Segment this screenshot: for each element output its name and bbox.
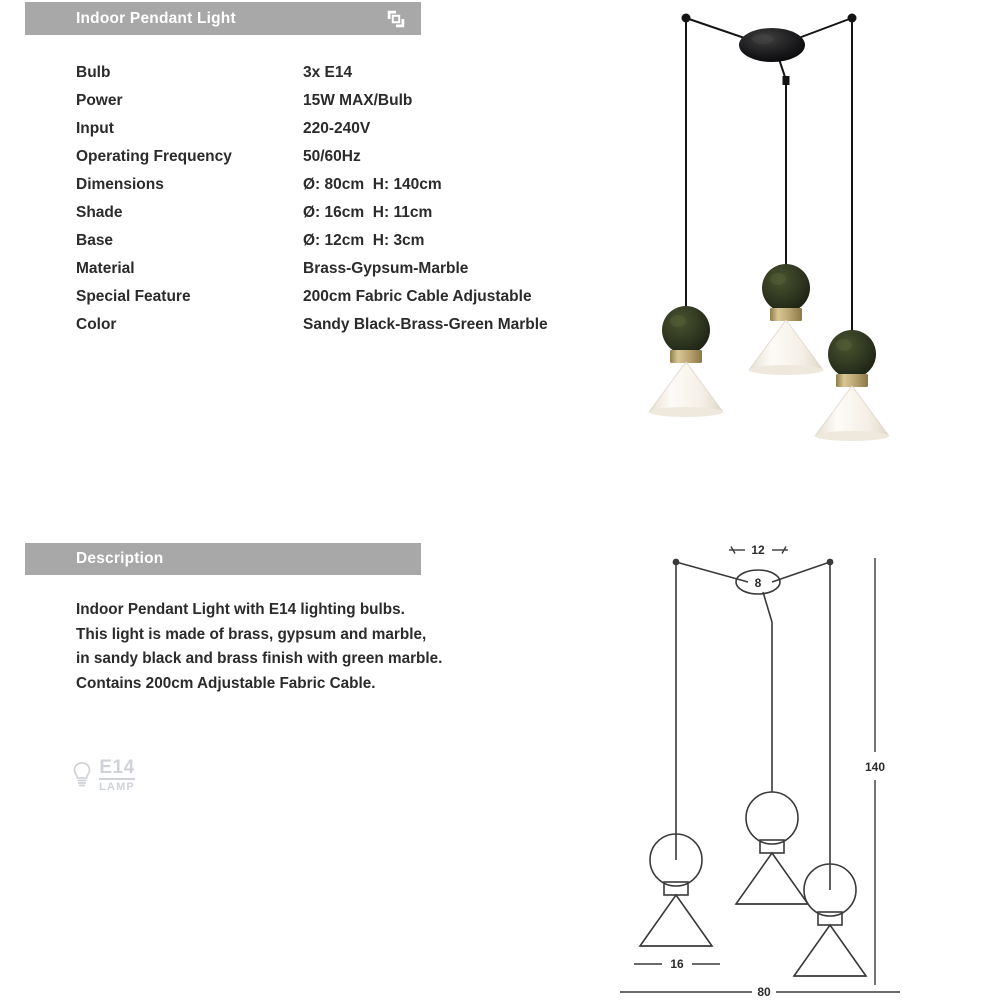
spec-row — [76, 92, 636, 120]
spec-label: Color — [76, 316, 117, 333]
lamp-badge-text — [99, 758, 135, 793]
spec-label: Special Feature — [76, 288, 191, 305]
marble-highlight — [836, 339, 852, 351]
light-bulb-icon — [72, 761, 92, 791]
spec-value: 50/60Hz — [303, 148, 361, 165]
description-line: in sandy black and brass finish with green marble. — [76, 650, 443, 667]
spec-value: Ø: 80cm H: 140cm — [303, 176, 442, 193]
technical-drawing — [600, 530, 930, 1000]
shade-rim — [815, 431, 889, 441]
marble-sphere — [762, 264, 810, 312]
description-section-header — [25, 543, 421, 575]
spec-value: 200cm Fabric Cable Adjustable — [303, 288, 532, 305]
ceiling-hook — [848, 14, 857, 23]
spec-label: Base — [76, 232, 114, 249]
spec-value: Sandy Black-Brass-Green Marble — [303, 316, 548, 333]
cable-adjuster — [783, 76, 790, 85]
spec-row — [76, 176, 636, 204]
pendant-head-left — [649, 306, 723, 417]
description-section-title: Description — [76, 550, 164, 567]
dimension-label-rose-diameter: 8 — [754, 576, 762, 590]
marble-sphere — [828, 330, 876, 378]
ceiling-hook-outline — [673, 559, 680, 566]
spec-label: Input — [76, 120, 114, 137]
resize-dimensions-icon — [385, 8, 407, 30]
marble-highlight — [770, 273, 786, 285]
spec-label: Shade — [76, 204, 123, 221]
brass-ring — [770, 308, 802, 321]
e14-lamp-badge — [72, 758, 135, 793]
dimension-label-overall-spread: 80 — [757, 985, 771, 999]
spec-table — [76, 64, 636, 344]
spec-section-title: Indoor Pendant Light — [76, 9, 236, 27]
spec-label: Bulb — [76, 64, 111, 81]
spec-value: Brass-Gypsum-Marble — [303, 260, 469, 277]
brass-ring — [836, 374, 868, 387]
spec-row — [76, 64, 636, 92]
spec-value: 220-240V — [303, 120, 371, 137]
cone-shade — [749, 320, 823, 370]
spec-row — [76, 148, 636, 176]
pendant-head-middle — [749, 264, 823, 375]
spec-section-header — [25, 2, 421, 35]
rose-highlight — [752, 34, 774, 44]
spec-row — [76, 288, 636, 316]
brass-ring — [670, 350, 702, 363]
spec-value: Ø: 16cm H: 11cm — [303, 204, 433, 221]
description-line: Indoor Pendant Light with E14 lighting bulbs. — [76, 601, 405, 618]
ceiling-rose — [739, 28, 805, 62]
spec-row — [76, 316, 636, 344]
shade-rim — [749, 365, 823, 375]
dimension-label-base-diameter: 12 — [751, 543, 765, 557]
spec-label: Material — [76, 260, 135, 277]
spec-value: 3x E14 — [303, 64, 353, 81]
cone-shade — [815, 386, 889, 436]
lamp-code: E14 — [99, 757, 135, 778]
product-photo — [620, 0, 980, 450]
pendant-head-right — [815, 330, 889, 441]
shade-rim — [649, 407, 723, 417]
dimension-label-shade-diameter: 16 — [670, 957, 684, 971]
spec-label: Power — [76, 92, 123, 109]
marble-highlight — [670, 315, 686, 327]
spec-row — [76, 204, 636, 232]
ceiling-hook-outline — [827, 559, 834, 566]
dimension-label-overall-height: 140 — [864, 760, 886, 774]
spec-row — [76, 120, 636, 148]
spec-label: Dimensions — [76, 176, 164, 193]
marble-sphere — [662, 306, 710, 354]
cone-shade — [649, 362, 723, 412]
pendant-outline-middle — [736, 792, 808, 904]
spec-label: Operating Frequency — [76, 148, 232, 165]
spec-value: 15W MAX/Bulb — [303, 92, 413, 109]
lamp-sub-label: LAMP — [99, 781, 135, 793]
spec-row — [76, 232, 636, 260]
spec-value: Ø: 12cm H: 3cm — [303, 232, 425, 249]
description-line: Contains 200cm Adjustable Fabric Cable. — [76, 674, 376, 692]
description-body — [76, 598, 596, 696]
description-line: This light is made of brass, gypsum and marble, — [76, 625, 427, 643]
ceiling-hook — [682, 14, 691, 23]
spec-row — [76, 260, 636, 288]
